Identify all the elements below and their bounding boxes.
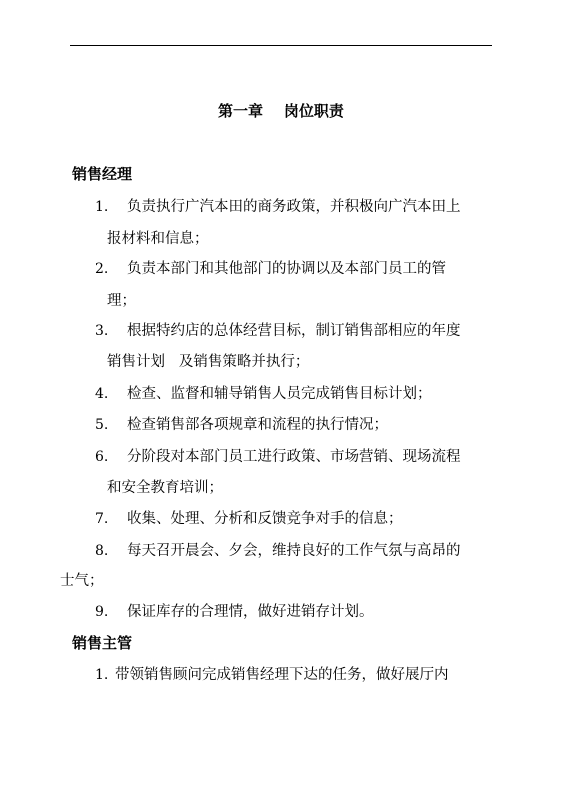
section-heading-sales-supervisor: 销售主管 [72, 634, 133, 652]
list-item-text-continued: 和安全教育培训； [107, 480, 223, 496]
list-item-number: 6. [95, 449, 109, 465]
list-item-text: 根据特约店的总体经营目标，制订销售部相应的年度 [127, 323, 461, 339]
list-item-number: 9. [95, 604, 109, 620]
list-item-number: 5. [95, 417, 109, 433]
list-item-number: 3. [95, 323, 109, 339]
list-item-text: 分阶段对本部门员工进行政策、市场营销、现场流程 [127, 449, 461, 465]
list-item-number: 1. [95, 667, 109, 683]
list-item-text: 收集、处理、分析和反馈竞争对手的信息； [127, 511, 403, 527]
list-item-text: 负责执行广汽本田的商务政策，并积极向广汽本田上 [127, 199, 461, 215]
list-item-text: 负责本部门和其他部门的协调以及本部门员工的管 [127, 261, 446, 277]
list-item-text-continued: 士气； [60, 573, 104, 589]
list-item-text-continued: 销售计划 及销售策略并执行； [107, 354, 310, 370]
list-item-text: 保证库存的合理情，做好进销存计划。 [127, 604, 374, 620]
list-item-text: 带领销售顾问完成销售经理下达的任务，做好展厅内 [115, 667, 449, 683]
list-item-text: 检查销售部各项规章和流程的执行情况； [127, 417, 388, 433]
list-item-number: 2. [95, 261, 109, 277]
list-item-number: 7. [95, 511, 109, 527]
list-item-number: 4. [95, 386, 109, 402]
list-item-text-continued: 理； [107, 293, 136, 309]
chapter-title: 第一章 岗位职责 [218, 102, 344, 120]
list-item-text-continued: 报材料和信息； [107, 231, 209, 247]
header-rule [70, 45, 492, 46]
list-item-number: 8. [95, 543, 109, 559]
list-item-text: 每天召开晨会、夕会，维持良好的工作气氛与高昂的 [127, 543, 461, 559]
list-item-text: 检查、监督和辅导销售人员完成销售目标计划； [127, 386, 432, 402]
section-heading-sales-manager: 销售经理 [72, 165, 133, 183]
list-item-number: 1. [95, 199, 109, 215]
